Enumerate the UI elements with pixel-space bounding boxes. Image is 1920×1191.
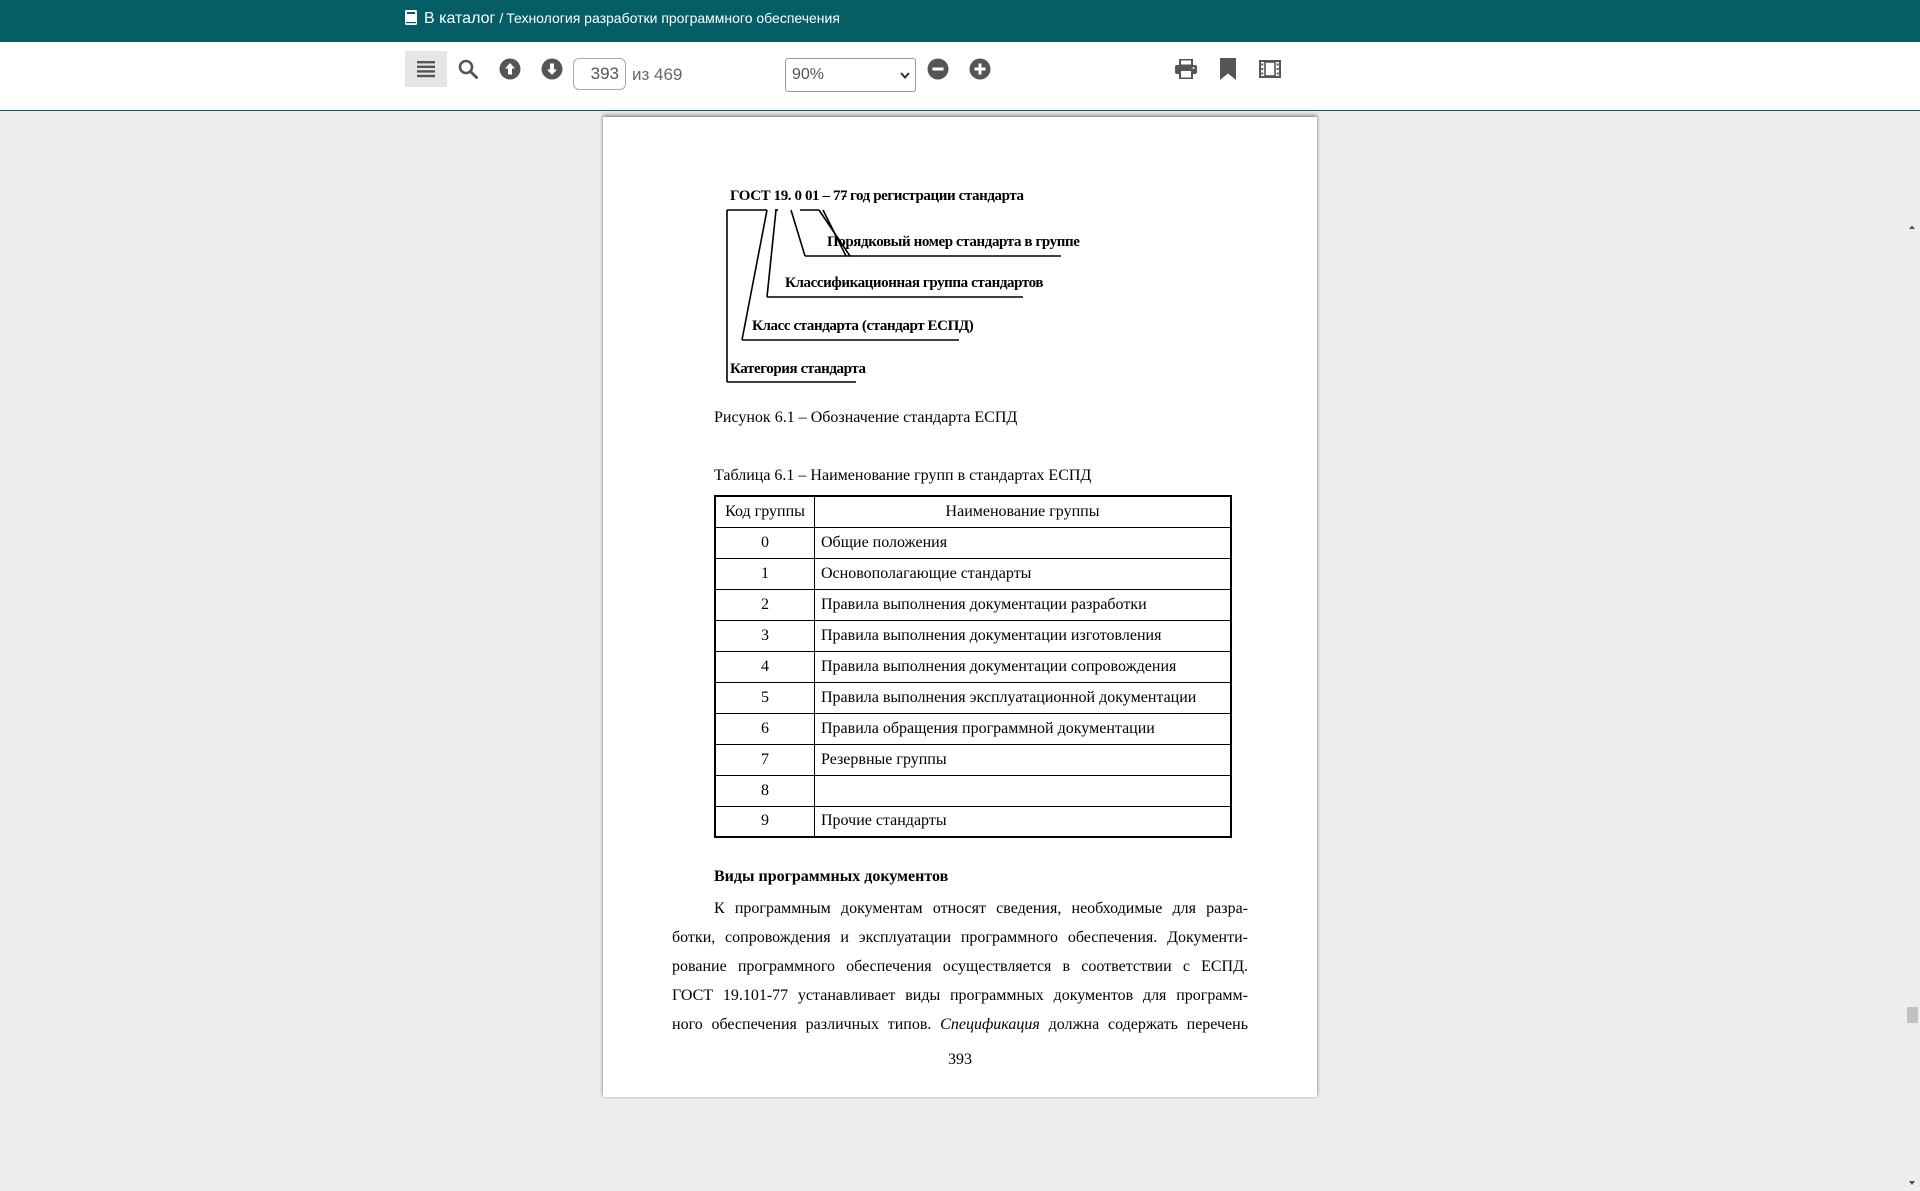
- hamburger-icon: [417, 60, 435, 78]
- vertical-scrollbar[interactable]: [1904, 222, 1920, 1191]
- group-name: Общие положения: [815, 527, 1232, 558]
- zoom-value: 90%: [792, 66, 825, 83]
- table-row: [715, 589, 1231, 620]
- zoom-out-button[interactable]: [922, 51, 954, 87]
- next-page-button[interactable]: [536, 51, 568, 87]
- table-row: [715, 775, 1231, 806]
- table-row: [715, 651, 1231, 682]
- group-name: Правила выполнения документации разработки: [815, 589, 1232, 620]
- header-group-name: Наименование группы: [815, 496, 1232, 527]
- group-name: Резервные группы: [815, 744, 1232, 775]
- group-name: Правила обращения программной документации: [815, 713, 1232, 744]
- page-number-input[interactable]: [573, 58, 626, 90]
- book-icon: [405, 10, 417, 25]
- group-name: Прочие стандарты: [815, 806, 1232, 837]
- search-button[interactable]: [452, 51, 484, 87]
- catalog-link[interactable]: В каталог: [424, 10, 496, 27]
- presentation-button[interactable]: [1254, 51, 1286, 87]
- diagram-lines: [603, 117, 1317, 417]
- document-title: Технология разработки программного обеспечения: [506, 10, 840, 26]
- figure-caption: Рисунок 6.1 – Обозначение стандарта ЕСПД: [714, 409, 1018, 426]
- paragraph-line: [672, 1010, 1248, 1039]
- paragraph-italic-term: Спецификация: [940, 1016, 1040, 1033]
- diagram-label-group: Классификационная группа стандартов: [785, 275, 1044, 291]
- group-code: 0: [715, 527, 815, 558]
- group-code: 4: [715, 651, 815, 682]
- table-row: [715, 744, 1231, 775]
- diagram-label-category: Категория стандарта: [730, 361, 866, 377]
- arrow-up-circle-icon: [499, 58, 521, 80]
- viewer-toolbar: [0, 42, 1920, 111]
- paragraph-line: К программным документам относят сведения, необходимые для разра-: [714, 900, 1248, 917]
- minus-circle-icon: [927, 58, 949, 80]
- table-row: [715, 682, 1231, 713]
- groups-table: [714, 495, 1232, 838]
- table-header-row: [715, 496, 1231, 527]
- bookmark-button[interactable]: [1212, 51, 1244, 87]
- group-code: 6: [715, 713, 815, 744]
- group-name: Правила выполнения эксплуатационной документации: [815, 682, 1232, 713]
- group-code: 3: [715, 620, 815, 651]
- breadcrumb-separator: /: [499, 10, 504, 26]
- table-row: [715, 527, 1231, 558]
- group-code: 5: [715, 682, 815, 713]
- scrollbar-thumb[interactable]: [1907, 1007, 1918, 1023]
- scroll-down-arrow-icon[interactable]: [1904, 1177, 1920, 1191]
- paragraph-line: рование программного обеспечения осуществляется в соответствии с ЕСПД.: [672, 958, 1248, 975]
- print-button[interactable]: [1170, 51, 1202, 87]
- document-page: [603, 117, 1317, 1097]
- section-heading: Виды программных документов: [714, 868, 949, 885]
- group-name: Правила выполнения документации изготовления: [815, 620, 1232, 651]
- breadcrumb: [405, 10, 840, 28]
- group-name: Правила выполнения документации сопровождения: [815, 651, 1232, 682]
- diagram-label-serial: Порядковый номер стандарта в группе: [827, 234, 1080, 250]
- year-label: - год регистрации стандарта: [842, 188, 1024, 204]
- group-code: 2: [715, 589, 815, 620]
- table-caption: Таблица 6.1 – Наименование групп в стандартах ЕСПД: [714, 467, 1092, 484]
- paragraph-text: ного обеспечения различных типов.: [672, 1016, 941, 1033]
- page-number: 393: [948, 1051, 972, 1068]
- table-row: [715, 620, 1231, 651]
- gost-designation: ГОСТ 19. 0 01 – 77: [730, 188, 848, 204]
- top-bar: [0, 0, 1920, 42]
- menu-button[interactable]: [405, 51, 447, 87]
- previous-page-button[interactable]: [494, 51, 526, 87]
- scroll-up-arrow-icon[interactable]: [1904, 222, 1920, 232]
- group-name: Основополагающие стандарты: [815, 558, 1232, 589]
- group-code: 1: [715, 558, 815, 589]
- arrow-down-circle-icon: [541, 58, 563, 80]
- group-code: 8: [715, 775, 815, 806]
- group-code: 7: [715, 744, 815, 775]
- document-viewer[interactable]: [0, 111, 1920, 1080]
- search-icon: [458, 59, 478, 79]
- paragraph-line: ботки, сопровождения и эксплуатации программного обеспечения. Документи-: [672, 929, 1248, 946]
- group-code: 9: [715, 806, 815, 837]
- group-name: [815, 775, 1232, 806]
- table-row: [715, 806, 1231, 837]
- zoom-select[interactable]: [785, 58, 916, 92]
- zoom-in-button[interactable]: [964, 51, 996, 87]
- diagram-label-class: Класс стандарта (стандарт ЕСПД): [752, 318, 974, 334]
- printer-icon: [1175, 59, 1197, 79]
- film-icon: [1259, 60, 1281, 78]
- paragraph-text: должна содержать перечень: [1039, 1016, 1248, 1033]
- header-group-code: Код группы: [715, 496, 815, 527]
- table-row: [715, 558, 1231, 589]
- chevron-down-icon: [899, 69, 911, 81]
- table-row: [715, 713, 1231, 744]
- plus-circle-icon: [969, 58, 991, 80]
- bookmark-icon: [1220, 58, 1236, 80]
- body-paragraph: [672, 894, 1248, 1039]
- paragraph-line: ГОСТ 19.101-77 устанавливает виды программных документов для программ-: [672, 987, 1248, 1004]
- total-pages-label: из 469: [632, 65, 683, 84]
